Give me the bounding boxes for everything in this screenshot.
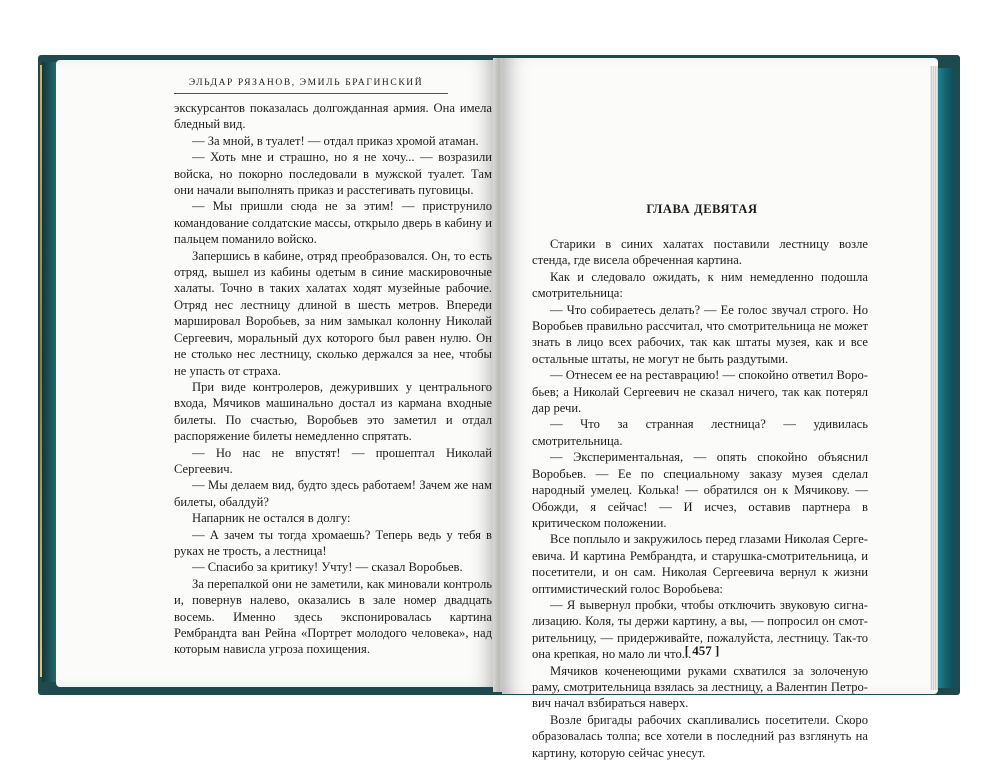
chapter-title: ГЛАВА ДЕВЯТАЯ [646,202,758,216]
paragraph: — За мной, в туалет! — отдал приказ хромой атаман. [192,133,479,148]
paragraph: — Экспериментальная, — опять спокойно объяснил Воробьев. — Ее по специальному заказу музея сделал народный умелец. Колька! — обратился он к Мячикову. — Обожди, я сейчас! — И исчез, оставив партнера в критическом положении. [532,450,868,530]
paragraph: — Но нас не впустят! — прошептал Николай Сергеевич. [174,445,492,476]
paragraph: — А зачем ты тогда хромаешь? Теперь ведь у тебя в руках не трость, а лестница! [174,527,492,558]
paragraph: Возле бригады рабочих скапливались посетители. Скоро образовалась толпа; все хотели в последний раз взглянуть на картину, которую сейчас унесут. [532,712,868,760]
page-number: [ 457 ] [684,643,720,658]
paragraph: Мячиков коченеющими руками схватился за золоченую раму, смотрительница взялась за лестницу, а Валентин Петрович начал взбираться наверх. [532,663,868,711]
paragraph: — Мы пришли сюда не за этим! — приструнило командование солдатские массы, открыло дверь в кабину и пальцем поманило войско. [174,199,492,247]
paragraph: Запершись в кабине, отряд преобразовался. Он, то есть отряд, вышел из кабины одетым в синие маскировочные халаты. Точно в таких халатах ходят музейные рабочие. Отряд нес лестницу длиной в шесть метров. Впереди маршировал Воробьев, за ним замыкал колонну Николай Сергеевич, моральный дух которого был равен нулю. Он не столько нес лестницу, сколько держался за нее, чтобы не упасть от страха. [174,248,492,378]
running-head: ЭЛЬДАР РЯЗАНОВ, ЭМИЛЬ БРАГИНСКИЙ [188,78,424,88]
paragraph: — Хоть мне и страшно, но я не хочу... — возразили войска, но покорно последовали в мужской туалет. Там они начали выполнять приказ и расстегивать пуговицы. [174,150,492,198]
paragraph: Напарник не остался в долгу: [192,511,351,526]
paragraph: Как и следовало ожидать, к ним немедленно подошла смотрительница: [532,269,868,301]
left-page-text [174,100,492,658]
page-stack-edge [930,66,938,690]
paragraph: — Что за странная лестница? — удивилась смотрительница. [532,417,868,448]
left-page [56,60,496,687]
paragraph: — Мы делаем вид, будто здесь работаем! Зачем же нам билеты, обалдуй? [174,478,492,509]
paragraph: — Что собираетесь делать? — Ее голос звучал строго. Но Воробьев правильно рассчитал, что смотрительница не может знать в лицо всех рабочих, так как штаты музея, как и все остальные штаты, не могут не быть раздутыми. [532,302,868,366]
paragraph: — Я вывернул пробки, чтобы отключить звуковую сигнализацию. Коля, ты держи картину, а вы, — попросил он смотрительницу, — придерживайте, пожалуйста, лестницу. Так-то она крепкая, но мало ли что... [532,597,868,662]
paragraph: Старики в синих халатах поставили лестницу возле стенда, где висела обреченная картина. [532,237,868,268]
right-page [502,58,938,760]
paragraph: — Спасибо за критику! Учту! — сказал Воробьев. [192,560,463,575]
right-cover-edge [936,68,954,688]
paragraph: экскурсантов показалась долгожданная армия. Она имела бледный вид. [174,101,492,132]
paragraph: При виде контролеров, дежуривших у центрального входа, Мячиков машинально достал из кармана входные билеты. По счастью, Воробьев это заметил и отдал распоряжение билеты немедленно спрятать. [174,379,492,444]
right-page-text [532,236,868,761]
running-head-rule [174,93,448,94]
paragraph: — Отнесем ее на реставрацию! — спокойно ответил Воробьев; а Николай Сергеевич не сказал ничего, так как потерял дар речи. [532,368,868,416]
paragraph: Все поплыло и закружилось перед глазами Николая Сергеевича. И картина Рембрандта, и старушка-смотрительница, и посетители, и он сам. Николая Сергеевича вернул к жизни оптимистический голос Воробьева: [532,532,868,596]
paragraph: За перепалкой они не заметили, как миновали контроль и, повернув налево, оказались в зале номер двадцать восемь. Именно здесь экспонировалась картина Рембрандта ван Рейна «Портрет молодого человека», над которым нависла угроза похищения. [174,576,492,657]
